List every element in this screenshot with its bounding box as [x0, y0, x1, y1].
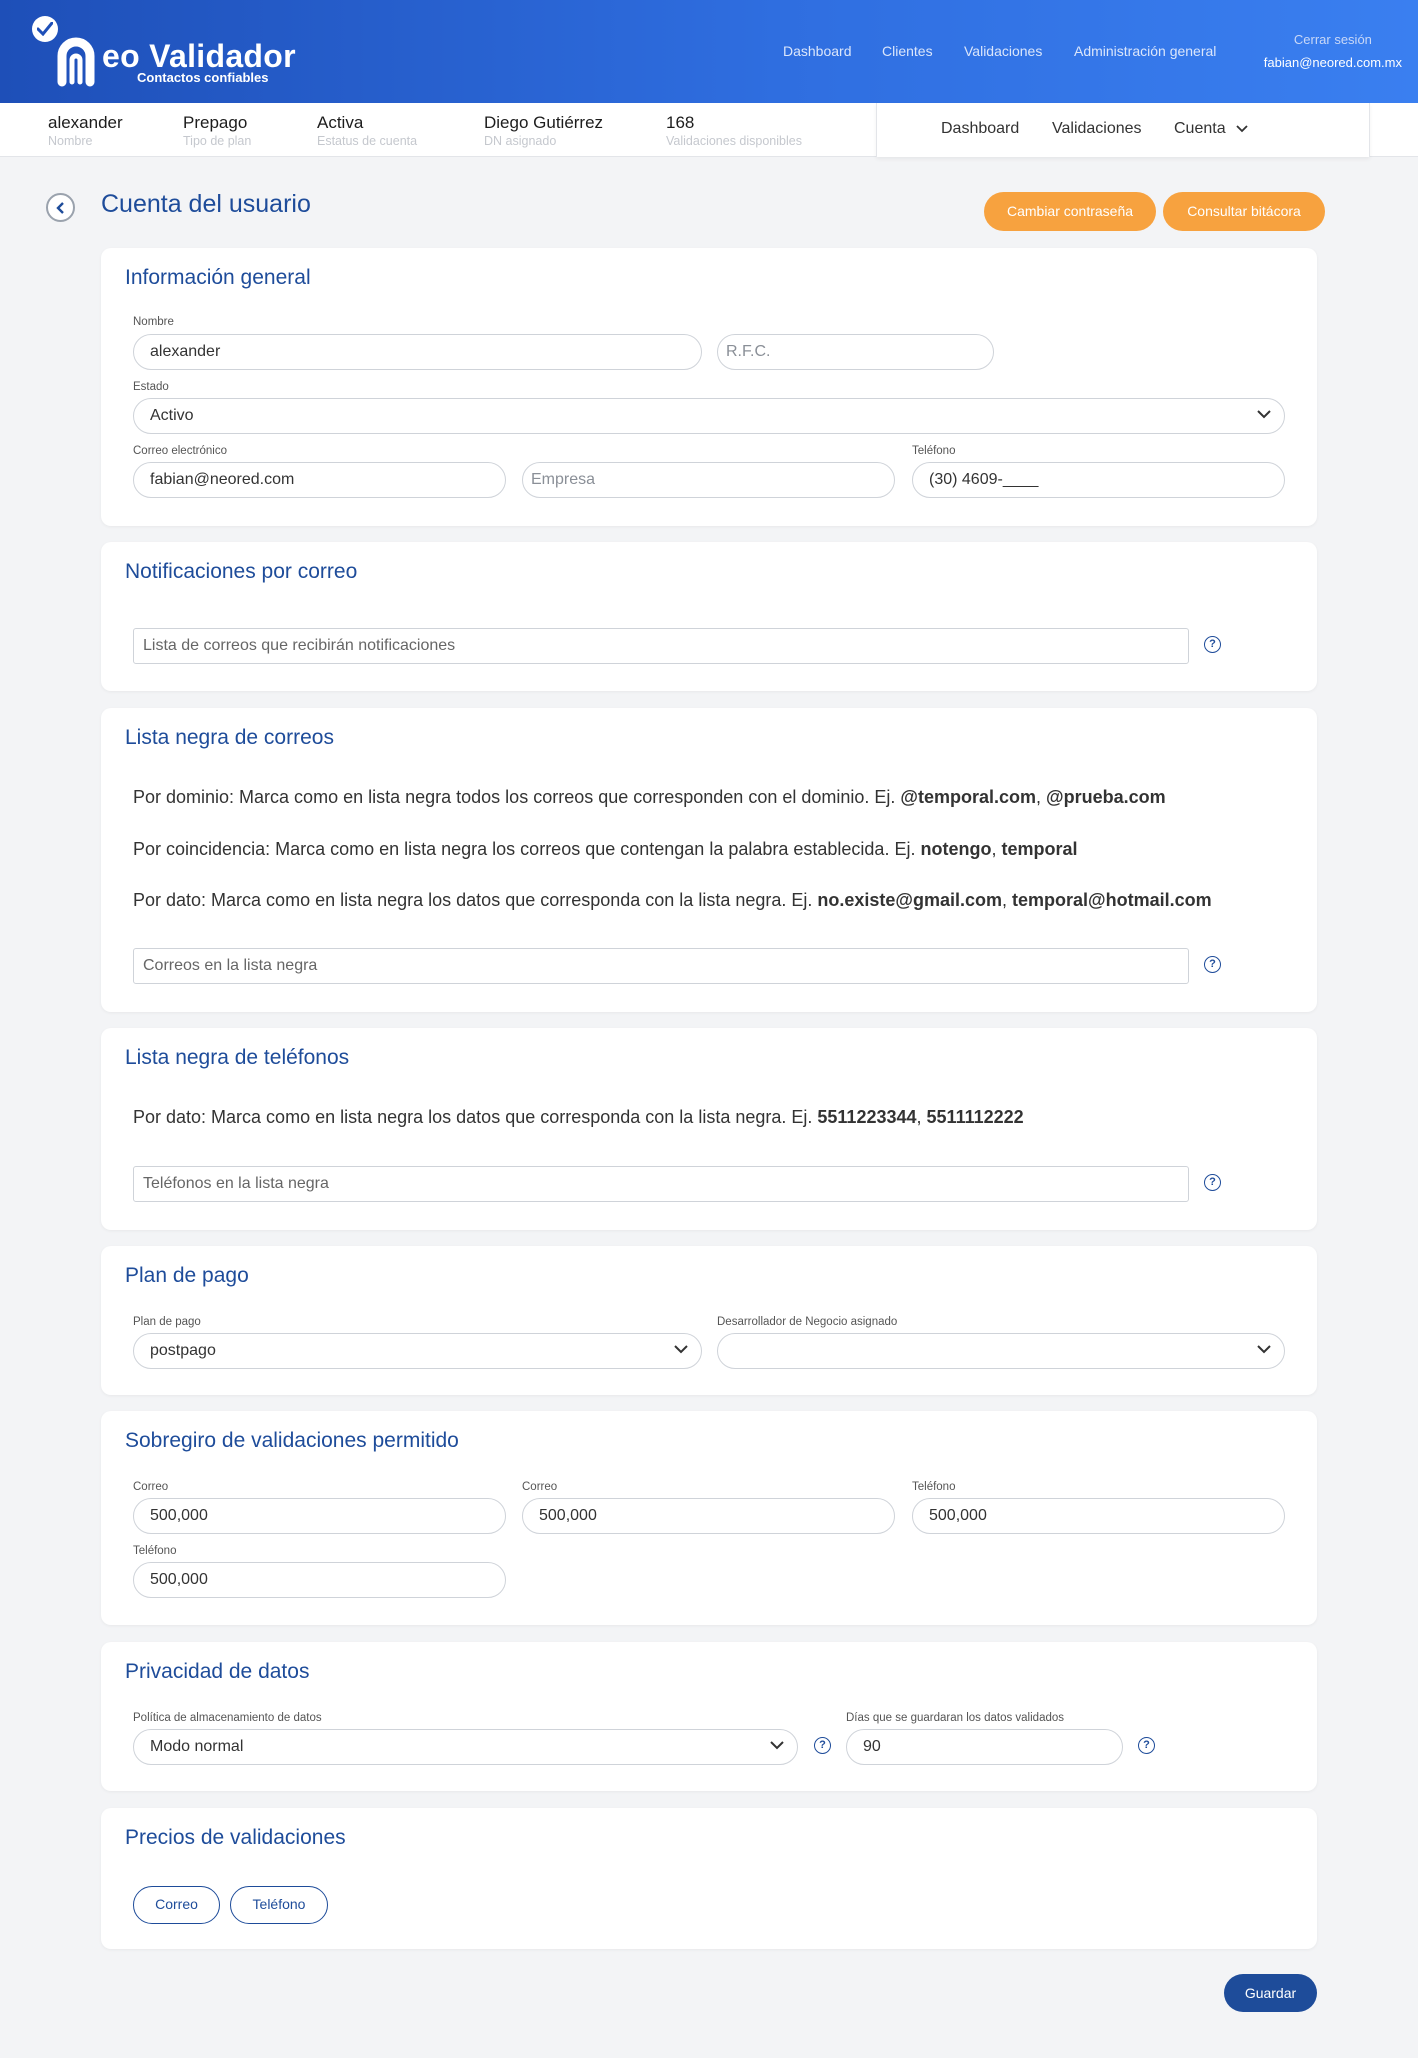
blacklist-match-text: Por coincidencia: Marca como en lista negra los correos que contengan la palabra establecida. Ej. notengo, temporal [133, 839, 1078, 859]
top-header [0, 0, 1418, 103]
card-title: Lista negra de correos [125, 726, 334, 749]
nombre-label: Nombre [133, 316, 174, 328]
phone-prices-button[interactable]: Teléfono [230, 1886, 328, 1924]
email-prices-button[interactable]: Correo [133, 1886, 220, 1924]
overdraft-phone-label: Teléfono [912, 1481, 956, 1493]
stat-value: alexander [48, 113, 123, 132]
help-icon[interactable]: ? [1204, 1174, 1221, 1191]
payment-plan-card [101, 1246, 1317, 1395]
telefono-input[interactable]: (30) 4609-____ [912, 462, 1285, 498]
example-value: temporal [1001, 839, 1078, 859]
overdraft-email-label: Correo [133, 1481, 169, 1493]
stat-value: 168 [666, 113, 695, 132]
plan-select[interactable] [133, 1333, 702, 1369]
chevron-down-icon [1236, 125, 1248, 133]
telefono-label: Teléfono [912, 445, 956, 457]
brand-name: eo Validador [102, 38, 296, 74]
topnav-clientes[interactable]: Clientes [882, 43, 933, 59]
para-text: Por dato: Marca como en lista negra los datos que corresponda con la lista negra. Ej. [133, 890, 818, 910]
stat-label: DN asignado [484, 134, 557, 148]
plan-value: postpago [150, 1342, 216, 1359]
days-label: Días que se guardaran los datos validados [846, 1712, 1065, 1724]
stat-label: Nombre [48, 134, 93, 148]
para-text: Por dominio: Marca como en lista negra todos los correos que corresponden con el dominio. Ej. [133, 787, 901, 807]
help-icon[interactable]: ? [1204, 956, 1221, 973]
blacklist-data-text: Por dato: Marca como en lista negra los datos que corresponda con la lista negra. Ej. no.existe@gmail.com, temporal@hotmail.com [133, 890, 1212, 910]
overdraft-card [101, 1411, 1317, 1625]
example-value: notengo [920, 839, 992, 859]
phone-blacklist-data-text: Por dato: Marca como en lista negra los datos que corresponda con la lista negra. Ej. 5511223344, 5511112222 [133, 1107, 1024, 1127]
page-title: Cuenta del usuario [101, 190, 311, 218]
rfc-input[interactable]: R.F.C. [717, 334, 994, 370]
brand-tagline: Contactos confiables [137, 70, 269, 85]
overdraft-email-input-2[interactable]: 500,000 [522, 1498, 895, 1534]
topnav-administracion[interactable]: Administración general [1074, 43, 1217, 59]
card-title: Sobregiro de validaciones permitido [125, 1429, 459, 1452]
stat-dn [484, 113, 603, 148]
privacy-card [101, 1642, 1317, 1791]
stat-status [317, 113, 417, 148]
card-title: Precios de validaciones [125, 1826, 346, 1849]
prices-card [101, 1808, 1317, 1949]
chevron-down-icon [673, 1343, 689, 1355]
developer-label: Desarrollador de Negocio asignado [717, 1316, 898, 1328]
days-input[interactable]: 90 [846, 1729, 1123, 1765]
overdraft-email-input[interactable]: 500,000 [133, 1498, 506, 1534]
stat-nombre [48, 113, 123, 148]
stat-label: Tipo de plan [183, 134, 252, 148]
chevron-down-icon [1256, 408, 1272, 420]
blacklist-domain-text: Por dominio: Marca como en lista negra todos los correos que corresponden con el dominio. Ej. @temporal.com, @prueba.com [133, 787, 1166, 807]
nombre-input[interactable]: alexander [133, 334, 702, 370]
view-log-button[interactable]: Consultar bitácora [1163, 192, 1325, 231]
card-title: Lista negra de teléfonos [125, 1046, 350, 1069]
stat-label: Validaciones disponibles [666, 134, 802, 148]
subnav-dashboard[interactable]: Dashboard [941, 120, 1020, 137]
policy-label: Política de almacenamiento de datos [133, 1712, 322, 1724]
subnav-cuenta[interactable] [1174, 120, 1248, 138]
card-title: Plan de pago [125, 1264, 249, 1287]
user-email: fabian@neored.com.mx [1263, 55, 1402, 70]
back-button[interactable] [46, 193, 75, 222]
overdraft-email-label-2: Correo [522, 1481, 558, 1493]
correo-input[interactable]: fabian@neored.com [133, 462, 506, 498]
estado-select[interactable] [133, 398, 1285, 434]
para-text: Por dato: Marca como en lista negra los datos que corresponda con la lista negra. Ej. [133, 1107, 818, 1127]
change-password-button[interactable]: Cambiar contraseña [984, 192, 1156, 231]
example-value: @prueba.com [1046, 787, 1166, 807]
save-button[interactable]: Guardar [1224, 1974, 1317, 2012]
notifications-card [101, 542, 1317, 691]
stat-plan [183, 113, 251, 148]
stat-value: Prepago [183, 113, 248, 132]
help-icon[interactable]: ? [814, 1737, 831, 1754]
subnav-validaciones[interactable]: Validaciones [1052, 120, 1142, 137]
chevron-down-icon [1256, 1343, 1272, 1355]
subnav-cuenta-label: Cuenta [1174, 120, 1226, 137]
plan-label: Plan de pago [133, 1316, 201, 1328]
overdraft-phone-input-2[interactable]: 500,000 [133, 1562, 506, 1598]
estado-label: Estado [133, 381, 169, 393]
brand-logo[interactable] [30, 14, 296, 86]
card-title: Información general [125, 266, 311, 289]
developer-select[interactable] [717, 1333, 1285, 1369]
example-value: no.existe@gmail.com [817, 890, 1002, 910]
chevron-down-icon [769, 1739, 785, 1751]
example-value: 5511112222 [926, 1107, 1024, 1127]
card-title: Notificaciones por correo [125, 560, 358, 583]
example-value: temporal@hotmail.com [1012, 890, 1212, 910]
secondary-nav [876, 103, 1370, 157]
phone-blacklist-card [101, 1028, 1317, 1230]
topnav-validaciones[interactable]: Validaciones [964, 43, 1043, 59]
help-icon[interactable]: ? [1138, 1737, 1155, 1754]
policy-select[interactable] [133, 1729, 798, 1765]
phone-blacklist-input[interactable]: Teléfonos en la lista negra [133, 1166, 1189, 1202]
overdraft-phone-label-2: Teléfono [133, 1545, 177, 1557]
stat-value: Diego Gutiérrez [484, 113, 604, 132]
estado-value: Activo [150, 407, 194, 424]
para-text: Por coincidencia: Marca como en lista negra los correos que contengan la palabra establecida. Ej. [133, 839, 921, 859]
session-box [1264, 32, 1402, 70]
overdraft-phone-input[interactable]: 500,000 [912, 1498, 1285, 1534]
stat-validations [666, 113, 802, 148]
empresa-input[interactable]: Empresa [522, 462, 895, 498]
stat-value: Activa [317, 113, 364, 132]
notification-emails-input[interactable]: Lista de correos que recibirán notificaciones [133, 628, 1189, 664]
policy-value: Modo normal [150, 1738, 244, 1755]
general-info-card [101, 248, 1317, 526]
chevron-left-icon [55, 201, 67, 215]
topnav-dashboard[interactable]: Dashboard [783, 43, 852, 59]
help-icon[interactable]: ? [1204, 636, 1221, 653]
example-value: @temporal.com [900, 787, 1036, 807]
logout-link[interactable]: Cerrar sesión [1293, 32, 1372, 47]
stat-label: Estatus de cuenta [317, 134, 418, 148]
example-value: 5511223344 [817, 1107, 917, 1127]
email-blacklist-input[interactable]: Correos en la lista negra [133, 948, 1189, 984]
card-title: Privacidad de datos [125, 1660, 310, 1683]
email-blacklist-card [101, 708, 1317, 1012]
correo-label: Correo electrónico [133, 445, 227, 457]
